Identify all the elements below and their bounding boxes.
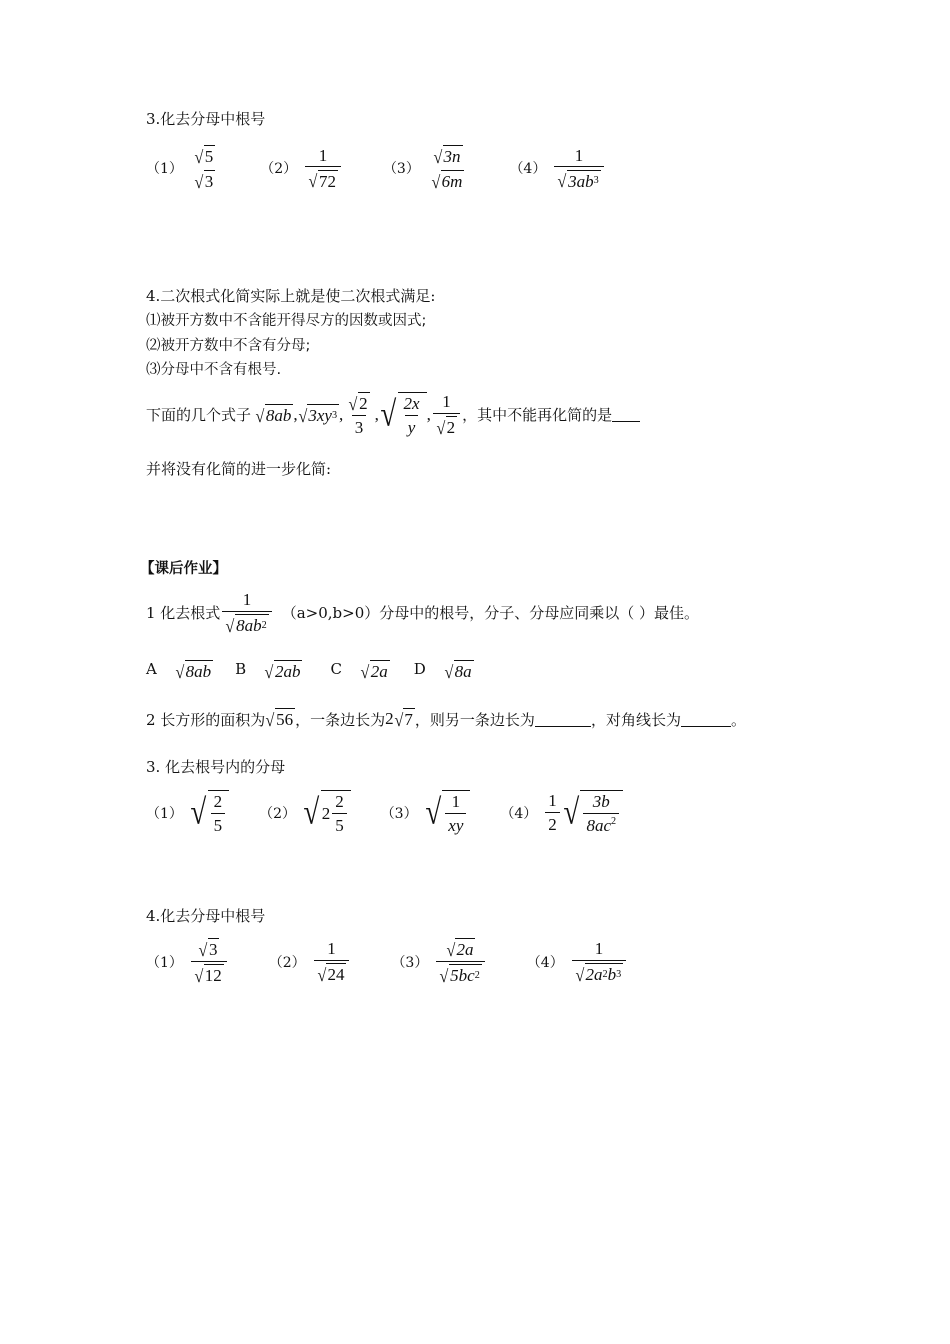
condition-1: ⑴被开方数中不含能开得尽方的因数或因式;	[146, 313, 427, 329]
q1-prefix: 1 化去根式	[146, 604, 221, 623]
fraction: 1 √ 2a 2 b 3	[572, 939, 626, 984]
choice-expression: √ 8ab	[175, 662, 212, 683]
fraction: √ 3n √ 6m	[431, 147, 463, 192]
q1-suffix: （a>0,b>0）分母中的根号，分子、分母应同乘以（ ）最佳。	[281, 604, 700, 623]
item-label: （4）	[500, 805, 538, 822]
choice-expression: √ 2ab	[264, 662, 301, 683]
fraction: 1 √ 24	[314, 939, 350, 984]
diagonal-blank[interactable]	[681, 712, 731, 727]
item-label: （3）	[380, 805, 418, 822]
item-label: （2）	[259, 805, 297, 822]
item-label: （1）	[146, 805, 183, 822]
item-label: （3）	[382, 161, 420, 178]
followup-instruction: 并将没有化简的进一步化简:	[146, 460, 332, 478]
radical-fraction: √ $\frac{2}{5}$	[189, 790, 229, 835]
fraction: √ 5 √ 3	[194, 147, 214, 192]
area-expression: √ 56	[265, 710, 294, 731]
homework-title: 【课后作业】	[140, 561, 227, 577]
condition-2: ⑵被开方数中不含有分母;	[146, 338, 311, 354]
radical-fraction: √ $\frac{1}{xy}$	[424, 790, 471, 835]
item-label: （4）	[526, 954, 564, 971]
item-label: （2）	[268, 954, 306, 971]
homework-q2: 2 长方形的面积为 √ 56 ，一条边长为 2 √ 7 ，则另一条边长为 ，对角线长为 。	[146, 709, 746, 731]
item-label: （3）	[391, 954, 429, 971]
homework-q3-exercises	[146, 790, 623, 835]
choice-letter: B	[235, 660, 247, 678]
item-label: （1）	[146, 161, 183, 178]
choice-expression: √ 2a	[360, 662, 388, 683]
side-expression: 2 √ 7	[385, 709, 413, 731]
answer-blank[interactable]	[612, 407, 640, 422]
q2-prefix: 2 长方形的面积为	[146, 710, 266, 729]
q2-mid: ，一条边长为	[295, 710, 386, 729]
section-4-title: 4.二次根式化简实际上就是使二次根式满足:	[146, 287, 436, 305]
fraction: 1 √ 8ab 2	[222, 590, 271, 635]
fraction: √ 2a √ 5bc 2	[436, 938, 484, 986]
homework-q4-exercises	[146, 938, 628, 986]
q2-mid2: ，则另一条边长为	[414, 710, 535, 729]
expression-list: √ 8ab , √ 3xy 3 , √ 2 3 , √ $\frac{2x}{y}$ , 1 √ 2	[255, 392, 462, 437]
item-label: （2）	[260, 161, 298, 178]
section-3-exercises	[146, 145, 606, 192]
item-label: （4）	[509, 161, 547, 178]
homework-q4-title: 4.化去分母中根号	[146, 907, 266, 925]
choice-expression: √ 8a	[444, 662, 472, 683]
homework-q1-choices	[146, 660, 474, 682]
choice-letter: C	[330, 660, 342, 678]
section-3-title: 3.化去分母中根号	[146, 110, 266, 128]
fraction: 1 √ 3ab 3	[554, 146, 603, 191]
q2-mid3: ，对角线长为	[590, 710, 681, 729]
condition-3: ⑶分母中不含有根号.	[146, 362, 282, 378]
fraction: √ 3 √ 12	[191, 938, 227, 986]
choice-letter: A	[146, 660, 157, 678]
question-suffix: ，其中不能再化简的是	[462, 406, 613, 425]
homework-q1	[146, 590, 699, 635]
homework-q3-title: 3. 化去根号内的分母	[146, 758, 286, 776]
radical-mixed-number: √ 2 $\frac{2}{5}$	[302, 790, 351, 835]
choice-letter: D	[413, 660, 426, 678]
question-prefix: 下面的几个式子	[146, 406, 252, 425]
simplify-question	[146, 392, 640, 437]
item-label: （1）	[146, 954, 183, 971]
other-side-blank[interactable]	[535, 712, 591, 727]
coefficient-radical: $\frac{1}{2}$ √ $\frac{3b}{8ac^2}$	[543, 790, 623, 835]
fraction: 1 √ 72	[305, 146, 341, 191]
